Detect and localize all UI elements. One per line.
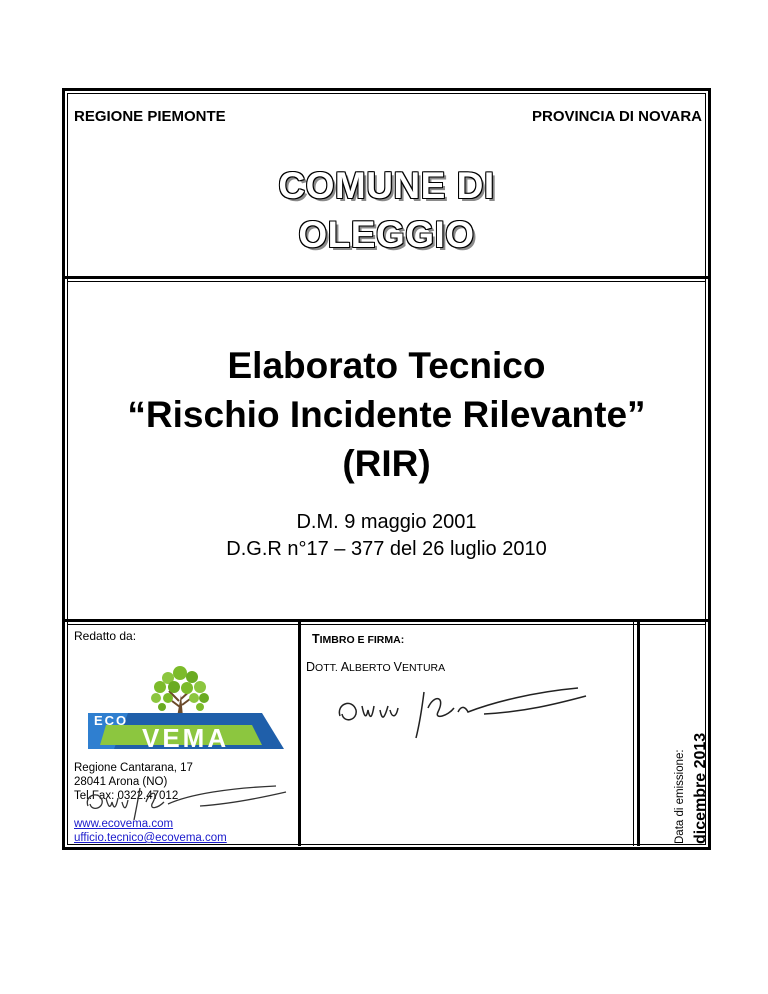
address-line1: Regione Cantarana, 17 <box>74 762 193 774</box>
document-title-line1: Elaborato Tecnico <box>227 345 546 386</box>
signatory-name: DOTT. ALBERTO VENTURA <box>306 660 446 674</box>
address-phone: Tel.Fax: 0322.47012 <box>74 790 179 802</box>
address-line2: 28041 Arona (NO) <box>74 776 168 788</box>
redatto-label: Redatto da: <box>74 629 137 643</box>
signature-image-main <box>334 682 594 742</box>
comune-title-line2: OLEGGIO <box>298 214 475 255</box>
document-title-line2: “Rischio Incidente Rilevante” <box>127 394 646 435</box>
logo-srl-text: s.r.l. <box>262 741 275 748</box>
comune-title-line1: COMUNE DI <box>278 165 495 206</box>
ecovema-logo <box>84 661 286 753</box>
divider-header <box>62 276 711 279</box>
emission-date: dicembre 2013 <box>692 732 709 844</box>
footer-separator-2 <box>633 622 634 846</box>
footer-separator-1 <box>298 622 301 846</box>
timbro-label: TIMBRO E FIRMA: <box>312 632 405 646</box>
logo-vema-text: VEMA <box>142 723 230 753</box>
region-label: REGIONE PIEMONTE <box>74 108 226 125</box>
logo-eco-text: ECO <box>94 713 129 728</box>
divider-footer <box>62 619 711 622</box>
province-label: PROVINCIA DI NOVARA <box>531 108 702 125</box>
reference-dm: D.M. 9 maggio 2001 <box>296 511 477 533</box>
email-link[interactable]: ufficio.tecnico@ecovema.com <box>74 832 227 844</box>
document-title-line3: (RIR) <box>342 443 431 484</box>
website-link[interactable]: www.ecovema.com <box>74 818 174 830</box>
divider-footer-thin <box>67 624 706 625</box>
reference-dgr: D.G.R n°17 – 377 del 26 luglio 2010 <box>226 538 547 560</box>
emission-label: Data di emissione: <box>674 749 686 844</box>
emission-date-panel <box>640 626 709 844</box>
divider-header-thin <box>67 281 706 282</box>
